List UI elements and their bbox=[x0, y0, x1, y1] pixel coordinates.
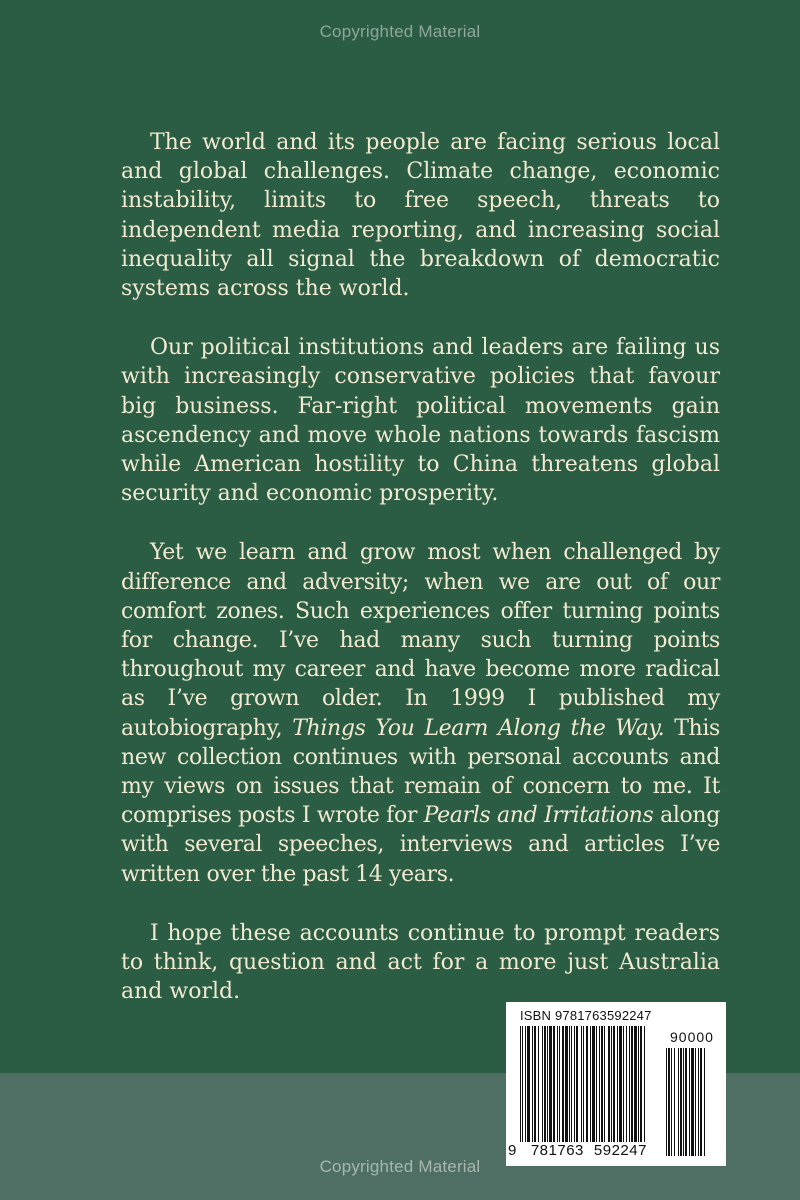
barcode-bar bbox=[674, 1048, 675, 1156]
barcode-bar bbox=[698, 1048, 699, 1156]
barcode-bar bbox=[549, 1026, 552, 1142]
publication-title-pearls-and-irritations: Pearls and Irritations bbox=[423, 803, 654, 829]
blurb-paragraph-2: Our political institutions and leaders are failing us with increasingly conservative policies that favour big business. Far-right political movements gain ascendency and move whole nations towards fascism while American hostility to China threatens global security and economic prosperity. bbox=[121, 335, 720, 507]
barcode-bar bbox=[640, 1026, 642, 1142]
barcode-bar bbox=[538, 1026, 539, 1142]
barcode-bar bbox=[581, 1026, 582, 1142]
barcode-bar bbox=[634, 1026, 637, 1142]
barcode-bar bbox=[557, 1026, 558, 1142]
barcode-bar bbox=[520, 1026, 521, 1142]
barcode-bar bbox=[613, 1026, 615, 1142]
price-addon-barcode-bars bbox=[666, 1048, 718, 1156]
barcode-bar bbox=[586, 1026, 588, 1142]
blurb-paragraph-4: I hope these accounts continue to prompt readers to think, question and act for a more just Australia and world. bbox=[121, 920, 720, 1005]
barcode-bar bbox=[576, 1026, 578, 1142]
barcode-bar bbox=[525, 1026, 526, 1142]
barcode-bar bbox=[689, 1048, 690, 1156]
barcode-bar bbox=[590, 1026, 591, 1142]
watermark-top: Copyrighted Material bbox=[319, 22, 481, 41]
barcode-bar bbox=[534, 1026, 536, 1142]
barcode-bar bbox=[544, 1026, 546, 1142]
blurb-paragraph-3-part-a: Yet we learn and grow most when challenged by difference and adversity; when we are out of our comfort zones. Such experiences offer turning points for change. I’ve had many such turning points throughout my career and have become more radical as I’ve grown older. In 1999 I published my autobiography, bbox=[121, 540, 720, 741]
blurb-paragraph-1: The world and its people are facing serious local and global challenges. Climate change, economic instability, limits to free speech, threats to independent media reporting, and increasing social inequality all signal the breakdown of democratic systems across the world. bbox=[121, 130, 720, 302]
barcode-digits-left: 781763 bbox=[530, 1142, 584, 1159]
barcode-bar bbox=[671, 1048, 672, 1156]
barcode-bar bbox=[700, 1048, 702, 1156]
barcode-bar bbox=[626, 1026, 627, 1142]
barcode-bar bbox=[592, 1026, 595, 1142]
barcode-bar bbox=[704, 1048, 705, 1156]
book-title-things-you-learn: Things You Learn Along the Way. bbox=[292, 715, 665, 741]
isbn-label: ISBN 9781763592247 bbox=[520, 1008, 652, 1023]
barcode-bar bbox=[601, 1026, 603, 1142]
barcode-bar bbox=[695, 1048, 696, 1156]
barcode-bar bbox=[559, 1026, 560, 1142]
barcode-bar bbox=[583, 1026, 584, 1142]
barcode-bar bbox=[668, 1048, 670, 1156]
barcode-bar bbox=[574, 1026, 575, 1142]
barcode-bar bbox=[623, 1026, 624, 1142]
barcode-bar bbox=[666, 1048, 667, 1156]
barcode-bar bbox=[683, 1048, 684, 1156]
barcode-bar bbox=[629, 1026, 630, 1142]
barcode-bar bbox=[571, 1026, 572, 1142]
barcode-bar bbox=[619, 1026, 622, 1142]
barcode-bar bbox=[617, 1026, 618, 1142]
barcode-bar bbox=[685, 1048, 687, 1156]
barcode-bar bbox=[542, 1026, 543, 1142]
barcode-bar bbox=[631, 1026, 633, 1142]
blurb-paragraph-3 bbox=[121, 538, 720, 888]
barcode-bar bbox=[678, 1048, 679, 1156]
barcode-bar bbox=[680, 1048, 682, 1156]
barcode-bar bbox=[553, 1026, 555, 1142]
barcode-bar bbox=[547, 1026, 548, 1142]
blurb-text bbox=[121, 128, 720, 1006]
price-code: 90000 bbox=[670, 1029, 714, 1045]
barcode-bar bbox=[569, 1026, 570, 1142]
barcode-digits-right: 592247 bbox=[593, 1142, 647, 1159]
barcode-bar bbox=[644, 1026, 645, 1142]
watermark-bottom: Copyrighted Material bbox=[319, 1157, 481, 1176]
barcode-digit-lead: 9 bbox=[508, 1142, 517, 1159]
ean13-barcode-bars bbox=[520, 1026, 654, 1142]
barcode-bar bbox=[638, 1026, 639, 1142]
barcode-bar bbox=[608, 1026, 610, 1142]
blurb-paragraph-3-part-c: along with several speeches, interviews and articles I’ve written over the past 14 years. bbox=[121, 803, 720, 887]
barcode-bar bbox=[691, 1048, 694, 1156]
barcode-bar bbox=[562, 1026, 564, 1142]
barcode-bar bbox=[596, 1026, 597, 1142]
barcode-bar bbox=[522, 1026, 523, 1142]
blurb-paragraph-3-part-b: This new collection continues with personal accounts and my views on issues that remain of concern to me. It comprises posts I wrote for bbox=[121, 715, 720, 829]
barcode-bar bbox=[604, 1026, 605, 1142]
barcode-bar bbox=[527, 1026, 530, 1142]
barcode-bar bbox=[532, 1026, 533, 1142]
barcode-bar bbox=[599, 1026, 600, 1142]
isbn-barcode bbox=[506, 1002, 726, 1166]
barcode-bar bbox=[565, 1026, 568, 1142]
barcode-bar bbox=[611, 1026, 612, 1142]
